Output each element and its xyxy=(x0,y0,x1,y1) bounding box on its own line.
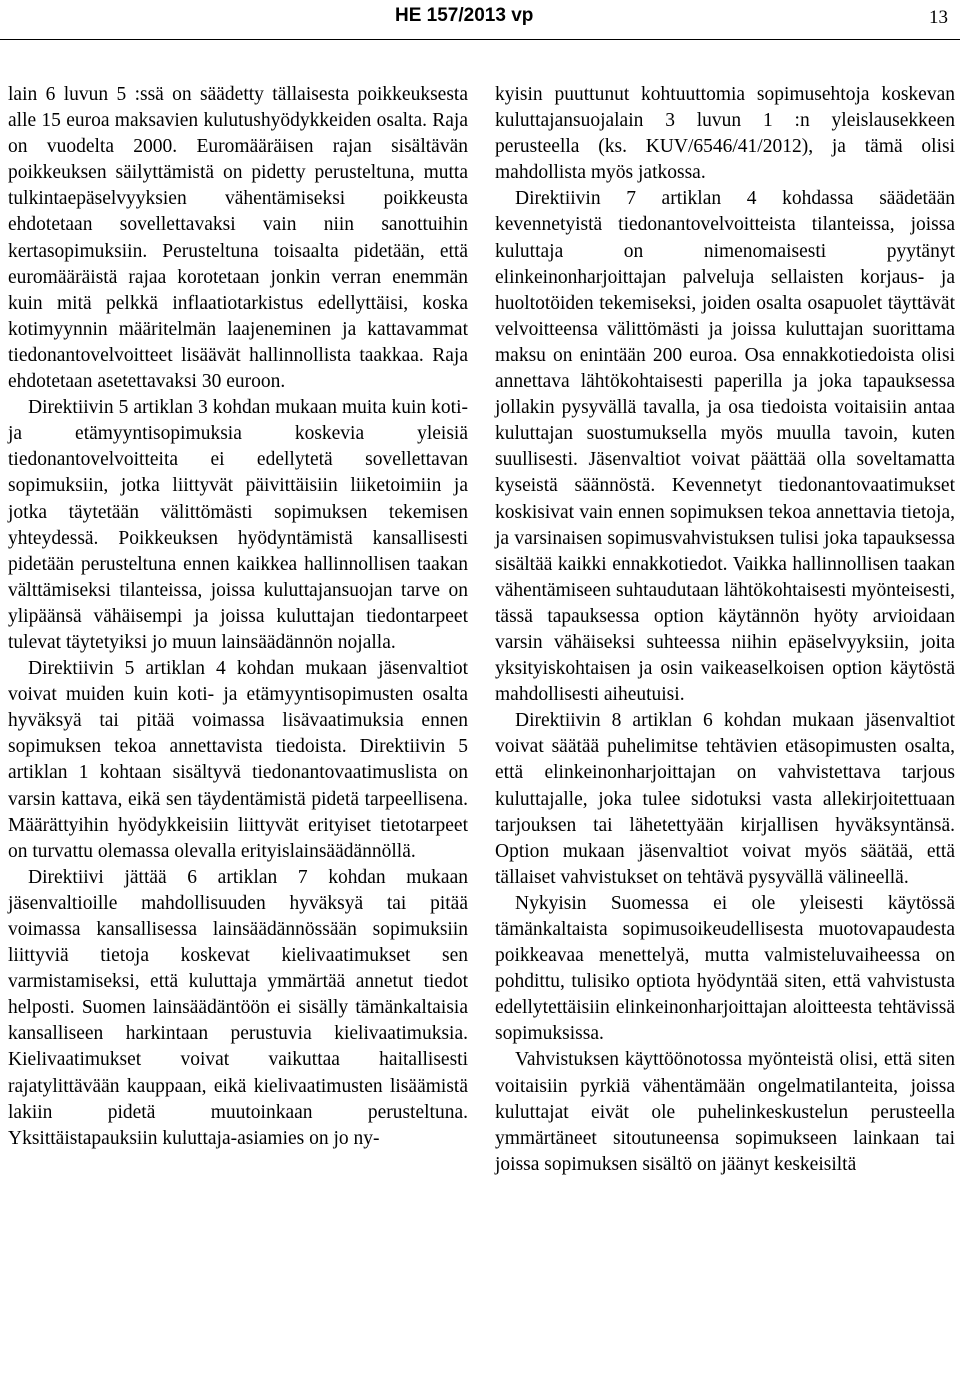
paragraph: Nykyisin Suomessa ei ole yleisesti käytössä tämänkaltaista sopimusoikeudellisesta muotovapaudesta poikkeavaa menettelyä, mutta valmisteluvaiheessa on pohdittu, tulisiko optiota hyödyntää siten, että vahvistusta edellytettäisiin elinkeinonharjoittajan aloitteesta tehtävissä sopimuksissa. xyxy=(495,892,955,1045)
paragraph: lain 6 luvun 5 :ssä on säädetty tällaisesta poikkeuksesta alle 15 euroa maksavien kulutushyödykkeiden osalta. Raja on vuodelta 2000. Euromääräisen rajan sisältävän poikkeuksen säilyttämistä on pidetty perusteltuna, mutta tulkintaepäselvyyksien vähentämiseksi poikkeusta ehdotetaan sovellettavaksi vain niin sanottuihin kertasopimuksiin. Perusteltuna toisaalta pidetään, että euromääräistä rajaa korotetaan jonkin verran enemmän kuin mitä pelkkä inflaatiotarkistus edellyttäisi, koska kotimyynnin määritelmän laajeneminen ja kattavammat tiedonantovelvoitteet lisäävät hallinnollista taakkaa. Raja ehdotetaan asetettavaksi 30 euroon. xyxy=(8,84,468,393)
page-header xyxy=(0,0,960,44)
document-identifier: HE 157/2013 vp xyxy=(395,5,534,26)
header-rule xyxy=(0,39,960,40)
paragraph: Direktiivin 8 artiklan 6 kohdan mukaan jäsenvaltiot voivat säätää puhelimitse tehtävien etäsopimusten osalta, että elinkeinonharjoittajan on vahvistettava tarjous kuluttajalle, joka tulee sidotuksi vasta allekirjoitettuaan tarjouksen tai lähetettyään kirjallisen hyväksyntänsä. Option mukaan jäsenvaltiot voivat myös säätää, että tällaiset vahvistukset on tehtävä pysyvällä välineellä. xyxy=(495,710,955,888)
page-number: 13 xyxy=(929,7,948,28)
left-column xyxy=(8,82,468,1152)
paragraph: Direktiivi jättää 6 artiklan 7 kohdan mukaan jäsenvaltioille mahdollisuuden hyväksyä tai pitää voimassa kansallisessa lainsäädännössään sopimuksiin liittyviä tietoja koskevat kielivaatimukset sen varmistamiseksi, että kuluttaja ymmärtää annetut tiedot helposti. Suomen lainsäädäntöön ei sisälly tämänkaltaisia kansalliseen harkintaan perustuvia kielivaatimuksia. Kielivaatimukset voivat vaikuttaa haitallisesti rajatylittävään kauppaan, eikä kielivaatimusten lisäämistä lakiin pidetä muutoinkaan perusteltuna. Yksittäistapauksiin kuluttaja-asiamies on jo ny- xyxy=(8,866,468,1149)
paragraph: Direktiivin 7 artiklan 4 kohdassa säädetään kevennetyistä tiedonantovelvoitteista tilanteissa, joissa kuluttaja on nimenomaisesti pyytänyt elinkeinonharjoittajan palveluja sellaisten korjaus- ja huoltotöiden tekemiseksi, joiden osalta osapuolet täyttävät velvoitteensa välittömästi ja joissa kuluttajan suorittama maksu on enintään 200 euroa. Osa ennakkotiedoista olisi annettava lähtökohtaisesti paperilla ja joka tapauksessa jollakin pysyvällä tavalla, ja osa tiedoista voitaisiin antaa kuluttajan suostumuksella myös muulla tavoin, kuten suullisesti. Jäsenvaltiot voivat päättää olla soveltamatta kyseistä säännöstä. Kevennetyt tiedonantovaatimukset koskisivat vain ennen sopimuksen tekoa annettavia tietoja, ja varsinaisen sopimusvahvistuksen tulisi joka tapauksessa sisältää kaikki ennakkotiedot. Vaikka hallinnollisen taakan vähentämiseen suhtaudutaan lähtökohtaisesti myönteisesti, tässä tapauksessa option käytännön hyöty arvioidaan varsin vähäiseksi suhteessa niihin epäselvyyksiin, joita yksityiskohtaisen ja osin vaikeaselkoisen option käytöstä mahdollisesti aiheutuisi. xyxy=(495,188,955,706)
paragraph: Direktiivin 5 artiklan 3 kohdan mukaan muita kuin koti- ja etämyyntisopimuksia koskevia yleisiä tiedonantovelvoitteita ei edellytetä sovellettavan sopimuksiin, jotka liittyvät päivittäisiin liiketoimiin ja jotka täytetään välittömästi sopimuksen tekemisen yhteydessä. Poikkeuksen hyödyntämistä kansallisesti pidetään perusteltuna ennen kaikkea hallinnollisen taakan välttämiseksi tilanteissa, joissa kuluttajansuojan tarve on ylipäänsä vähäisempi ja joissa kuluttajan tiedontarpeet tulevat täytetyiksi jo muun lainsäädännön nojalla. xyxy=(8,397,468,653)
paragraph: kyisin puuttunut kohtuuttomia sopimusehtoja koskevan kuluttajansuojalain 3 luvun 1 :n yleislausekkeen perusteella (ks. KUV/6546/41/2012), ja tämä olisi mahdollista myös jatkossa. xyxy=(495,84,955,184)
paragraph: Vahvistuksen käyttöönotossa myönteistä olisi, että siten voitaisiin pyrkiä vähentämään ongelmatilanteita, joissa kuluttajat eivät ole puhelinkeskustelun perusteella ymmärtäneet sitoutuneensa sopimukseen lainkaan tai joissa sopimuksen sisältö on jäänyt keskeisiltä xyxy=(495,1049,955,1175)
paragraph: Direktiivin 5 artiklan 4 kohdan mukaan jäsenvaltiot voivat muiden kuin koti- ja etämyyntisopimusten osalta hyväksyä tai pitää voimassa lisävaatimuksia ennen sopimuksen tekoa annettavista tiedoista. Direktiivin 5 artiklan 1 kohtaan sisältyvä tiedonantovaatimuslista on varsin kattava, eikä sen täydentämistä pidetä tarpeellisena. Määrättyihin hyödykkeisiin liittyvät erityiset tietotarpeet on turvattu olemassa olevalla erityislainsäädännöllä. xyxy=(8,658,468,862)
right-column xyxy=(495,82,955,1178)
